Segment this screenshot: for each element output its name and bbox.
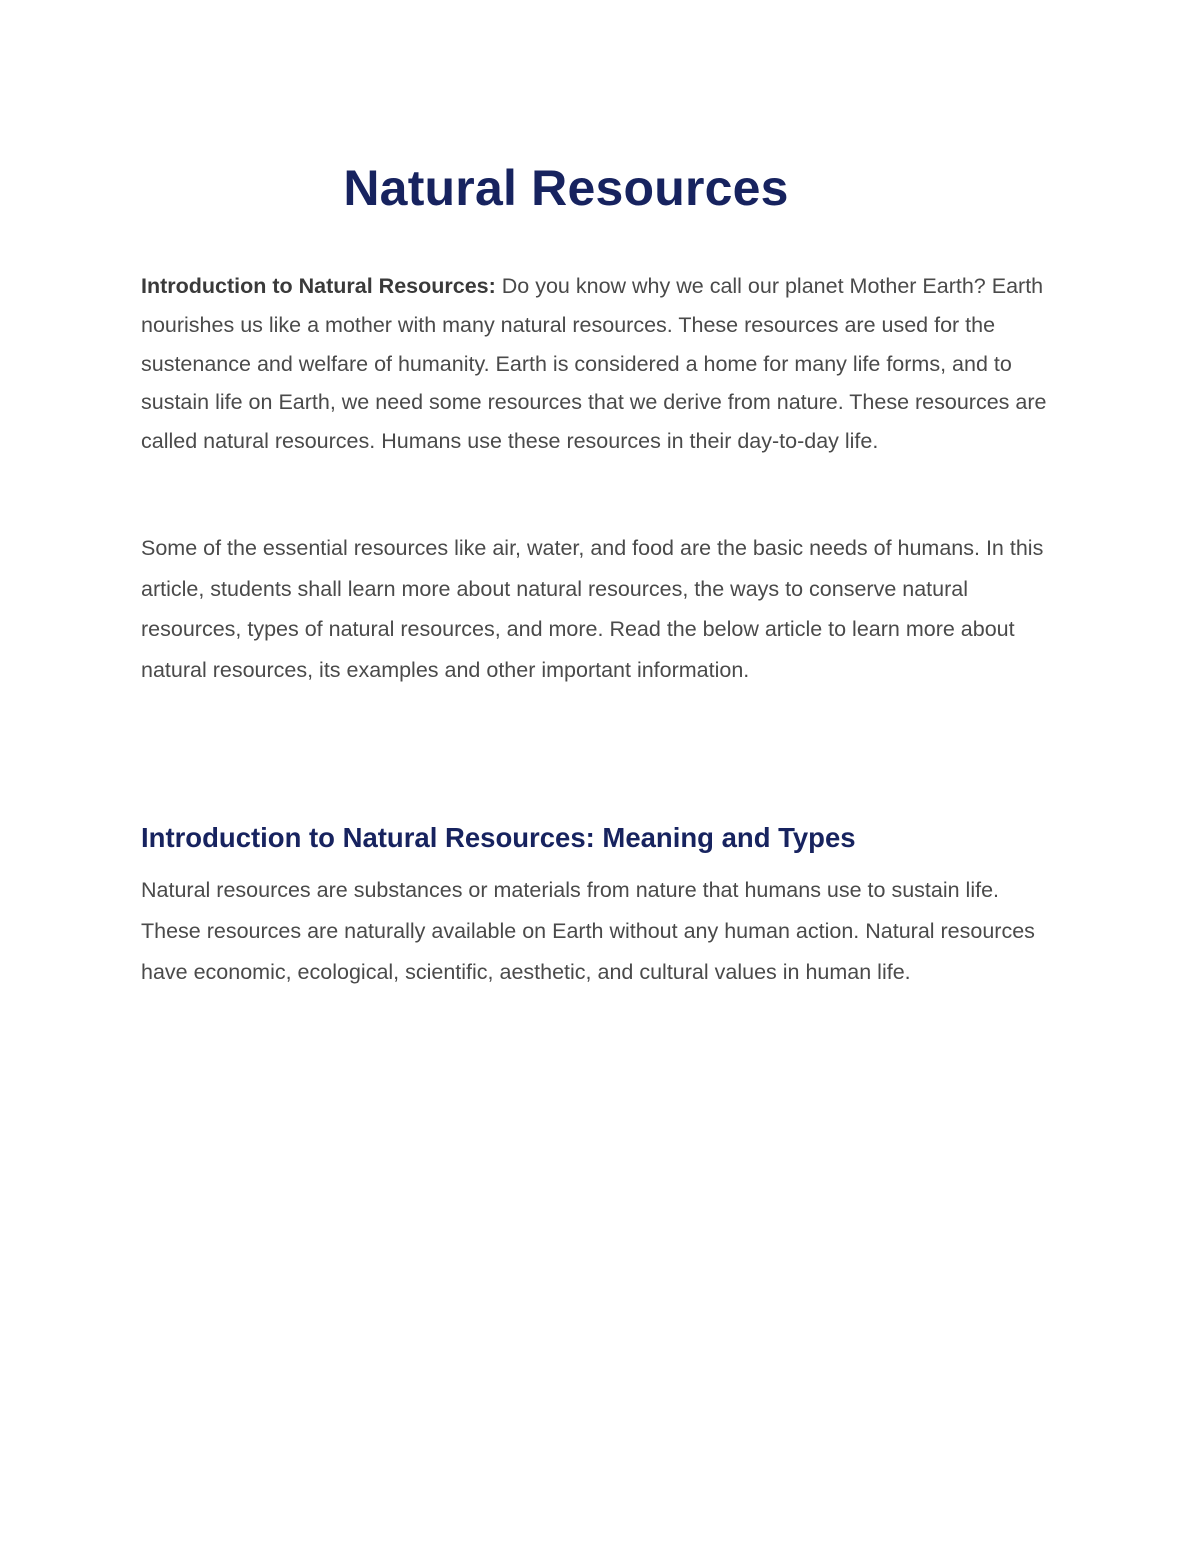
intro-paragraph [141,267,1061,461]
section-paragraph: Natural resources are substances or materials from nature that humans use to sustain life. These resources are naturally available on Earth without any human action. Natural resources have economic, ecological, scientific, aesthetic, and cultural values in human life. [141,878,1035,984]
second-paragraph: Some of the essential resources like air, water, and food are the basic needs of humans. In this article, students shall learn more about natural resources, the ways to conserve natural resources, types of natural resources, and more. Read the below article to learn more about natural resources, its examples and other important information. [141,536,1044,682]
intro-text: Do you know why we call our planet Mother Earth? Earth nourishes us like a mother with many natural resources. These resources are used for the sustenance and welfare of humanity. Earth is considered a home for many life forms, and to sustain life on Earth, we need some resources that we derive from nature. These resources are called natural resources. Humans use these resources in their day-to-day life. [141,274,1047,454]
page-title: Natural Resources [343,160,789,216]
section-heading: Introduction to Natural Resources: Meaning and Types [141,822,856,853]
intro-lead: Introduction to Natural Resources: [141,274,496,298]
